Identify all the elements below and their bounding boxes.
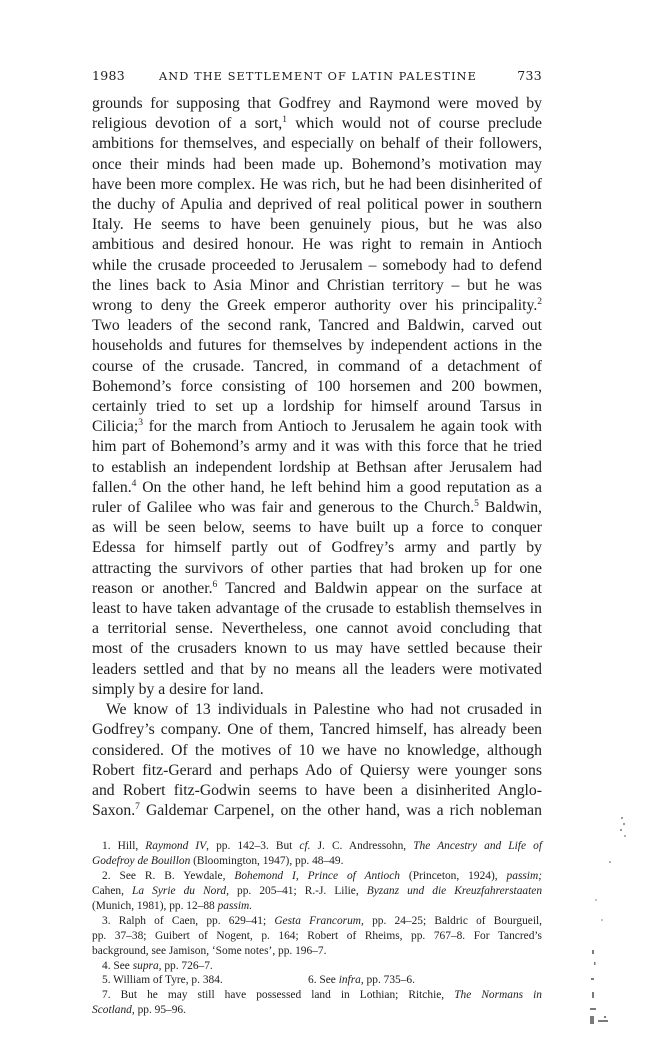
footnote-ref-2[interactable]: 2 xyxy=(537,297,542,308)
text-line: grounds for supposing that Godfrey and Raymond were moved by xyxy=(92,95,542,112)
text-line: Robert fitz-Gerard and perhaps Ado of Quiersy were younger sons xyxy=(92,761,542,779)
text-line: ambitions for themselves, and especially on behalf of their followers, xyxy=(92,135,542,153)
footnote-ref-3[interactable]: 3 xyxy=(138,418,143,429)
footnote-1: 1. Hill, Raymond IV, pp. 142–3. But cf. J. C. Andressohn, The Ancestry and Life of xyxy=(102,840,542,853)
footnote-ref-7[interactable]: 7 xyxy=(135,802,140,813)
footnote-ref-4[interactable]: 4 xyxy=(131,478,137,489)
text-line: Bohemond’s force consisting of 100 horsemen and 200 bowmen, xyxy=(92,377,542,395)
text-line: Godfrey’s company. One of them, Tancred himself, has already been xyxy=(92,721,542,739)
text-line: most of the crusaders known to us may have settled because their xyxy=(92,640,542,658)
footnote-7-cont: Scotland, pp. 95–96. xyxy=(92,1004,186,1017)
text-line: wrong to deny the Greek emperor authority over his principality.$^2$ xyxy=(92,297,542,315)
text-line: the lines back to Asia Minor and Christian territory – but he was xyxy=(92,276,542,294)
text-line: leaders settled and that by no means all the leaders were motivated xyxy=(92,660,542,678)
text-line: fallen.$^4$ On the other hand, he left behind him a good reputation as a xyxy=(92,478,542,496)
text-line: considered. Of the motives of 10 we have no knowledge, although xyxy=(92,741,542,759)
text-line: Two leaders of the second rank, Tancred and Baldwin, carved out xyxy=(92,317,542,335)
paragraph-1 xyxy=(92,94,542,700)
text-line: Saxon.$^7$ Galdemar Carpenel, on the other hand, was a rich nobleman xyxy=(92,802,542,820)
text-line: him part of Bohemond’s army and it was with this force that he tried xyxy=(92,438,542,456)
text-line: course of the crusade. Tancred, in command of a detachment of xyxy=(92,357,542,375)
text-line: certainly tried to set up a lordship for himself around Tarsus in xyxy=(92,398,542,416)
footnote-7: 7. But he may still have possessed land in Lothian; Ritchie, The Normans in xyxy=(102,989,542,1002)
text-line: We know of 13 individuals in Palestine who had not crusaded in xyxy=(106,701,542,719)
footnote-5-6 xyxy=(92,973,542,988)
running-head-title: AND THE SETTLEMENT OF LATIN PALESTINE xyxy=(159,70,477,83)
footnote-3: 3. Ralph of Caen, pp. 629–41; Gesta Francorum, pp. 24–25; Baldric of Bourgueil, xyxy=(102,914,543,927)
footnote-1-cont: Godefroy de Bouillon (Bloomington, 1947), pp. 48–49. xyxy=(92,855,344,868)
text-line: as will be seen below, seems to have built up a force to conquer xyxy=(92,519,542,537)
text-line: ambitious and desired honour. He was right to remain in Antioch xyxy=(92,236,542,254)
footnote-3-cont: background, see Jamison, ‘Some notes’, pp. 196–7. xyxy=(92,944,327,957)
body-text xyxy=(92,94,542,821)
footnote-2: 2. See R. B. Yewdale, Bohemond I, Prince of Antioch (Princeton, 1924), passim; xyxy=(102,870,542,883)
text-line: ruler of Galilee who was fair and generous to the Church.$^5$ Baldwin, xyxy=(92,499,542,517)
text-line: Cilicia;$^3$ for the march from Antioch to Jerusalem he again took with xyxy=(92,418,542,436)
paragraph-2 xyxy=(92,700,542,821)
text-line: once their minds had been made up. Bohemond’s motivation may xyxy=(92,155,542,173)
page xyxy=(92,68,542,1018)
text-line: least to have taken advantage of the crusade to establish themselves in xyxy=(92,600,542,618)
footnote-2-cont: Cahen, La Syrie du Nord, pp. 205–41; R.-J. Lilie, Byzanz und die Kreuzfahrerstaaten xyxy=(92,885,543,898)
running-head xyxy=(92,68,542,94)
footnote-2-cont: (Munich, 1981), pp. 12–88 passim. xyxy=(92,899,253,912)
text-line: a territorial sense. Nevertheless, one cannot avoid concluding that xyxy=(92,620,542,638)
text-line: religious devotion of a sort,$^1$ which would not of course preclude xyxy=(92,115,542,133)
text-line: attracting the survivors of other parties that had broken up for one xyxy=(92,559,542,577)
text-line: the duchy of Apulia and deprived of real political power in southern xyxy=(92,196,542,214)
footnote-ref-1[interactable]: 1 xyxy=(282,115,287,126)
footnote-5: 5. William of Tyre, p. 384. xyxy=(102,974,223,987)
footnote-6: 6. See infra, pp. 735–6. xyxy=(308,974,415,987)
footnote-3-cont: pp. 37–38; Guibert of Nogent, p. 164; Robert of Rheims, pp. 767–8. For Tancred’s xyxy=(92,929,542,942)
text-line: while the crusade proceeded to Jerusalem – somebody had to defend xyxy=(92,256,542,274)
footnote-ref-6[interactable]: 6 xyxy=(212,579,218,590)
text-line: to establish an independent lordship at Bethsan after Jerusalem had xyxy=(92,458,542,476)
text-line: Italy. He seems to have been genuinely pious, but he was also xyxy=(92,216,542,234)
text-line: households and futures for themselves by independent actions in the xyxy=(92,337,542,355)
footnote-ref-5[interactable]: 5 xyxy=(474,499,479,510)
text-line: and Robert fitz-Godwin seems to have been a disinherited Anglo- xyxy=(92,781,542,799)
text-line: simply by a desire for land. xyxy=(92,680,264,698)
text-line: have been more complex. He was rich, but he had been disinherited of xyxy=(92,175,542,193)
footnote-4: 4. See supra, pp. 726–7. xyxy=(102,959,213,972)
running-head-year: 1983 xyxy=(92,68,126,83)
footnotes xyxy=(92,839,542,1018)
text-line: Edessa for himself partly out of Godfrey’s army and partly by xyxy=(92,539,542,557)
text-line: reason or another.$^6$ Tancred and Baldwin appear on the surface at xyxy=(92,579,543,597)
page-number: 733 xyxy=(517,68,542,83)
